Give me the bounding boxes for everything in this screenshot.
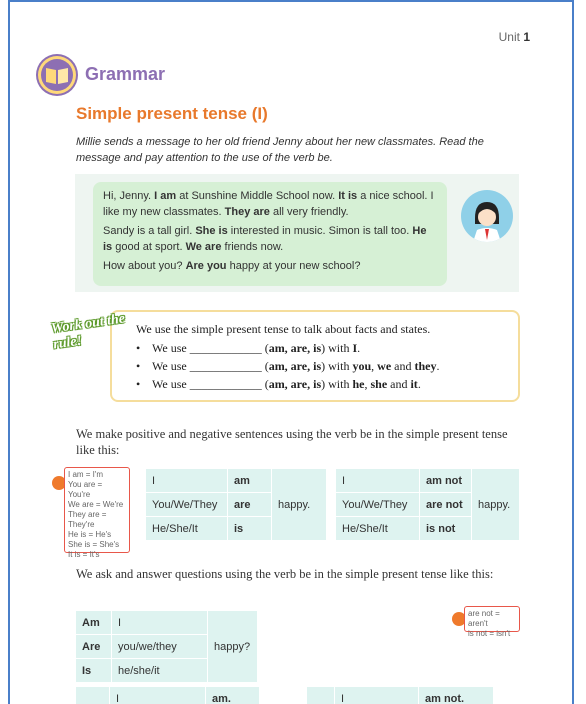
book-icon [36,54,78,96]
contractions-tip: I am = I'm You are = You're We are = We're They are = They're He is = He's She is = She's It is = It's [64,467,130,553]
message-paragraph-2: Sandy is a tall girl. She is interested in music. Simon is tall too. He is good at sport. We are friends now. [103,225,427,253]
message-paragraph-1: Hi, Jenny. I am at Sunshine Middle School now. It is a nice school. I like my new classmates. They are all very friendly. [103,190,434,218]
work-out-the-rule-label: Work out the rule! [50,311,126,353]
questions-intro: We ask and answer questions using the verb be in the simple present tense like this: [76,567,494,581]
positive-negative-intro: We make positive and negative sentences using the verb be in the simple present tense like this: [76,427,508,457]
rule-list [136,339,508,393]
message-bubble [93,182,447,286]
unit-label: Unit 1 [498,30,530,44]
lesson-subtitle: Simple present tense (I) [76,104,268,123]
negative-sentence-table: I am not happy. You/We/They are not He/She/It is not [335,468,520,541]
instruction-text: Millie sends a message to her old friend Jenny about her new classmates. Read the message and pay attention to the use of the verb be. [76,136,484,164]
question-table: Am I happy? Are you/we/they Is he/she/it [75,610,258,683]
rule-item: • We use ____________ (am, are, is) with you, we and they. [136,357,508,375]
negative-contractions-tip: are not = aren't is not = isn't [464,606,520,632]
rule-item: • We use ____________ (am, are, is) with he, she and it. [136,375,508,393]
message-paragraph-3: How about you? Are you happy at your new school? [103,260,361,272]
positive-sentence-table: I am happy. You/We/They are He/She/It is [145,468,327,541]
short-answer-negative-table: I am not. [306,686,494,704]
section-title: Grammar [85,64,166,84]
rule-intro: We use the simple present tense to talk about facts and states. [136,322,431,336]
rule-item: • We use ____________ (am, are, is) with I. [136,339,508,357]
girl-avatar-icon [461,190,513,242]
short-answer-positive-table: I am. [75,686,260,704]
rule-box [110,310,520,402]
